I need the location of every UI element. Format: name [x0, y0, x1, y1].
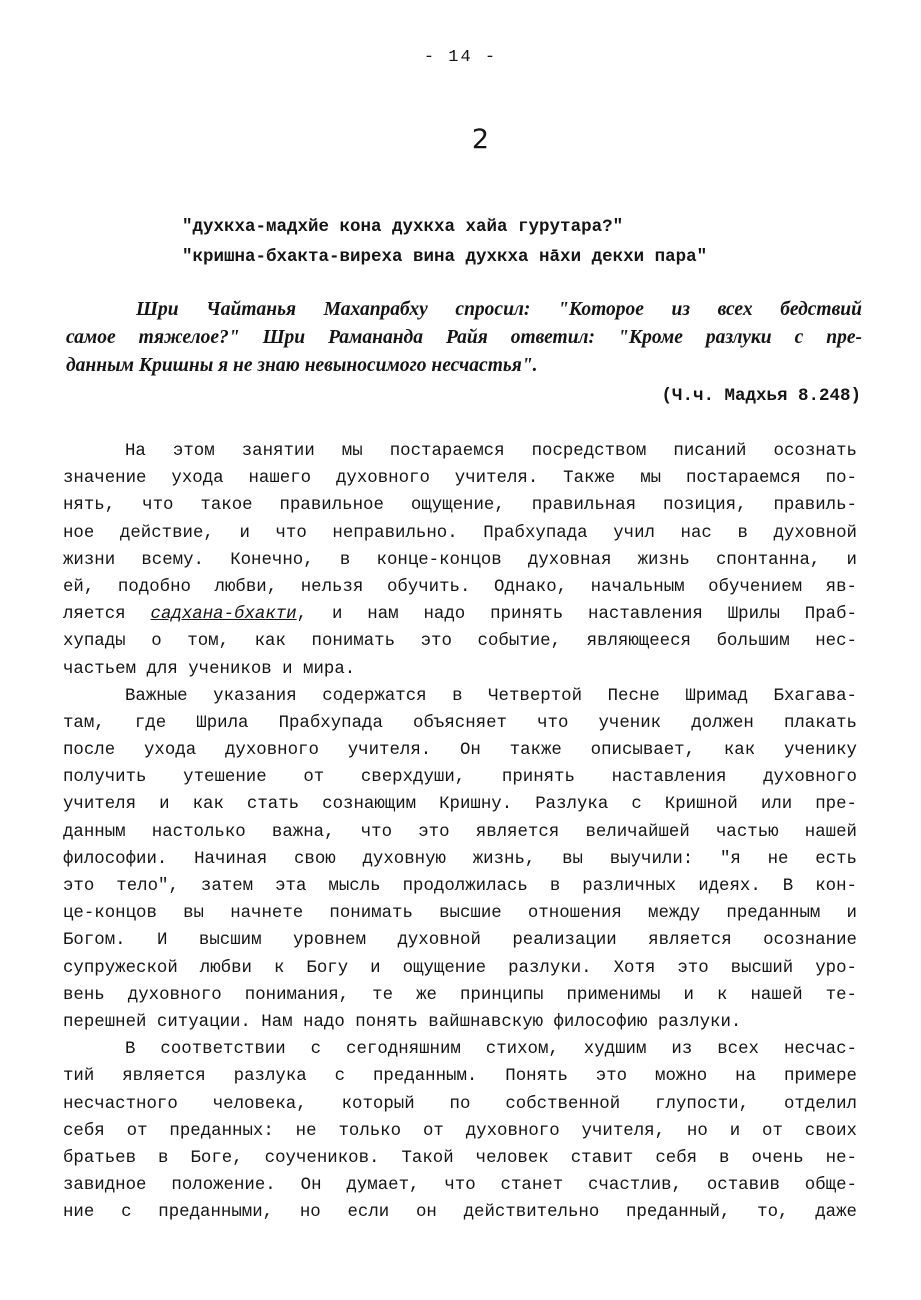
paragraph-line: получить утешение от сверхдуши, принять наставления духовного [63, 768, 857, 788]
paragraph-line: ей, подобно любви, нельзя обучить. Однако, начальным обучением яв- [63, 577, 857, 597]
page-number: - 14 - [423, 48, 498, 67]
paragraph-line: значение ухода нашего духовного учителя. Также мы постараемся по- [63, 469, 857, 489]
paragraph-line: На этом занятии мы постараемся посредством писаний осознать [125, 442, 857, 461]
paragraph-line: философии. Начиная свою духовную жизнь, вы выучили: "я не есть [63, 849, 857, 869]
paragraph-line: несчастного человека, который по собственной глупости, отделил [63, 1094, 857, 1114]
paragraph-line: после ухода духовного учителя. Он также описывает, как ученику [63, 741, 857, 761]
paragraph-line: вень духовного понимания, те же принципы применимы и к нашей те- [63, 985, 857, 1005]
paragraph-line [63, 601, 857, 628]
paragraph-line: Важные указания содержатся в Четвертой Песне Шримад Бхагава- [125, 686, 857, 706]
paragraph-line: данным настолько важна, что это является величайшей частью нашей [63, 822, 857, 842]
verse-line: "кришна-бхакта-виреха вина духкха нāхи декхи пара" [182, 247, 708, 267]
paragraph-line: учителя и как стать сознающим Кришну. Разлука с Кришной или пре- [63, 795, 857, 815]
paragraph-line: завидное положение. Он думает, что станет счастлив, оставив обще- [63, 1176, 857, 1196]
paragraph-line: тий является разлука с преданным. Понять это можно на примере [63, 1067, 857, 1087]
paragraph-line: супружеской любви к Богу и ощущение разлуки. Хотя это высший уро- [63, 958, 857, 978]
line-text: ляется [63, 605, 126, 625]
paragraph-line: нять, что такое правильное ощущение, правильная позиция, правиль- [63, 496, 857, 516]
paragraph-line: жизни всему. Конечно, в конце-концов духовная жизнь спонтанна, и [63, 550, 857, 570]
verse-line: "духкха-мадхйе кона духкха хайа гурутара?" [182, 217, 624, 237]
paragraph-line: ние с преданными, но если он действительно преданный, то, даже [63, 1203, 857, 1223]
translation-line: Шри Чайтанья Махапрабху спросил: "Которое из всех бедствий [136, 299, 862, 320]
translation-line: данным Кришны я не знаю невыносимого несчастья". [66, 355, 538, 376]
paragraph-line: Богом. И высшим уровнем духовной реализации является осознание [63, 931, 857, 951]
verse-reference: (Ч.ч. Мадхья 8.248) [661, 386, 861, 406]
sadhana-bhakti-term: садхана-бхакти [150, 605, 297, 625]
translation-line: самое тяжелое?" Шри Рамананда Райя ответил: "Кроме разлуки с пре- [66, 327, 862, 348]
chapter-number: 2 [471, 124, 490, 155]
paragraph-line: там, где Шрила Прабхупада объясняет что ученик должен плакать [63, 713, 857, 733]
paragraph-line: частьем для учеников и мира. [63, 659, 356, 679]
paragraph-line: це-концов вы начнете понимать высшие отношения между преданным и [63, 904, 857, 924]
line-text: , и нам надо принять наставления Шрилы Праб- [296, 605, 857, 625]
paragraph-line: братьев в Боге, соучеников. Такой человек ставит себя в очень не- [63, 1148, 857, 1168]
body-text [63, 438, 857, 1226]
paragraph-line: хупады о том, как понимать это событие, являющееся большим нес- [63, 632, 857, 652]
verse-translation [66, 296, 862, 380]
paragraph-line: себя от преданных: не только от духовного учителя, но и от своих [63, 1121, 857, 1141]
paragraph-line: ное действие, и что неправильно. Прабхупада учил нас в духовной [63, 523, 857, 543]
paragraph-line: В соответствии с сегодняшним стихом, худшим из всех несчас- [125, 1040, 857, 1060]
verse-transliteration [182, 212, 707, 272]
paragraph-line: это тело", затем эта мысль продолжилась в различных идеях. В кон- [63, 877, 857, 896]
paragraph-line: перешней ситуации. Нам надо понять вайшнавскую философию разлуки. [63, 1012, 742, 1032]
